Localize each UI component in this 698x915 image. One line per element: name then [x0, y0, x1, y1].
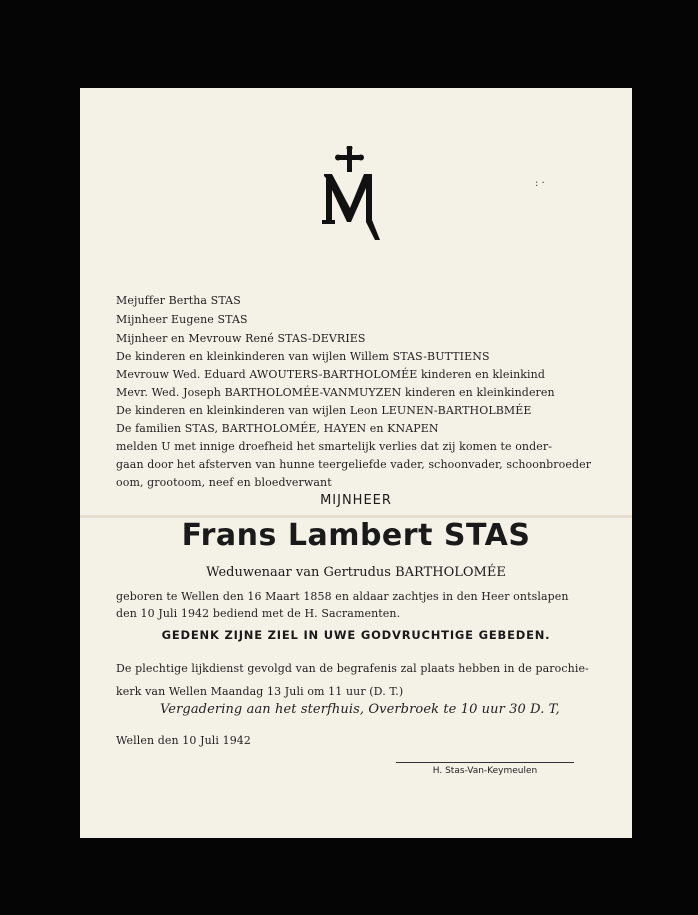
stray-marks: : · — [535, 178, 545, 189]
family-line: De familien STAS, BARTHOLOMÉE, HAYEN en KNAPEN — [116, 422, 439, 435]
death-line: den 10 Juli 1942 bediend met de H. Sacramenten. — [116, 607, 401, 620]
deceased-name: Frans Lambert STAS — [181, 518, 531, 553]
service-line: kerk van Wellen Maandag 13 Juli om 11 uur (D. T.) — [116, 685, 404, 698]
birth-line: geboren te Wellen den 16 Maart 1858 en aldaar zachtjes in den Heer ontslapen — [116, 590, 569, 603]
meeting-line: Vergadering aan het sterfhuis, Overbroek te 10 uur 30 D. T, — [160, 702, 560, 717]
family-line: Mejuffer Bertha STAS — [116, 294, 241, 307]
family-line: Mevrouw Wed. Eduard AWOUTERS-BARTHOLOMÉE kinderen en kleinkind — [116, 368, 545, 381]
announcement-line: gaan door het afsterven van hunne teergeliefde vader, schoonvader, schoonbroeder — [116, 458, 592, 471]
widower-line: Weduwenaar van Gertrudus BARTHOLOMÉE — [206, 565, 506, 580]
printer-name: H. Stas-Van-Keymeulen — [432, 766, 538, 776]
place-date: Wellen den 10 Juli 1942 — [116, 734, 251, 747]
family-line: Mijnheer Eugene STAS — [116, 313, 248, 326]
cross-monogram-icon — [320, 146, 380, 242]
family-line: De kinderen en kleinkinderen van wijlen Willem STAS-BUTTIENS — [116, 350, 490, 363]
service-line: De plechtige lijkdienst gevolgd van de begrafenis zal plaats hebben in de parochie- — [116, 662, 589, 675]
death-notice-card — [80, 88, 632, 838]
signature-rule — [396, 762, 574, 763]
title-prefix: MIJNHEER — [320, 493, 392, 508]
family-line: Mevr. Wed. Joseph BARTHOLOMÉE-VANMUYZEN kinderen en kleinkinderen — [116, 386, 555, 399]
family-line: Mijnheer en Mevrouw René STAS-DEVRIES — [116, 332, 366, 345]
family-line: De kinderen en kleinkinderen van wijlen Leon LEUNEN-BARTHOLBMÉE — [116, 404, 532, 417]
announcement-line: oom, grootoom, neef en bloedverwant — [116, 476, 332, 489]
prayer-line: GEDENK ZIJNE ZIEL IN UWE GODVRUCHTIGE GEBEDEN. — [161, 628, 551, 642]
announcement-line: melden U met innige droefheid het smartelijk verlies dat zij komen te onder- — [116, 440, 553, 453]
